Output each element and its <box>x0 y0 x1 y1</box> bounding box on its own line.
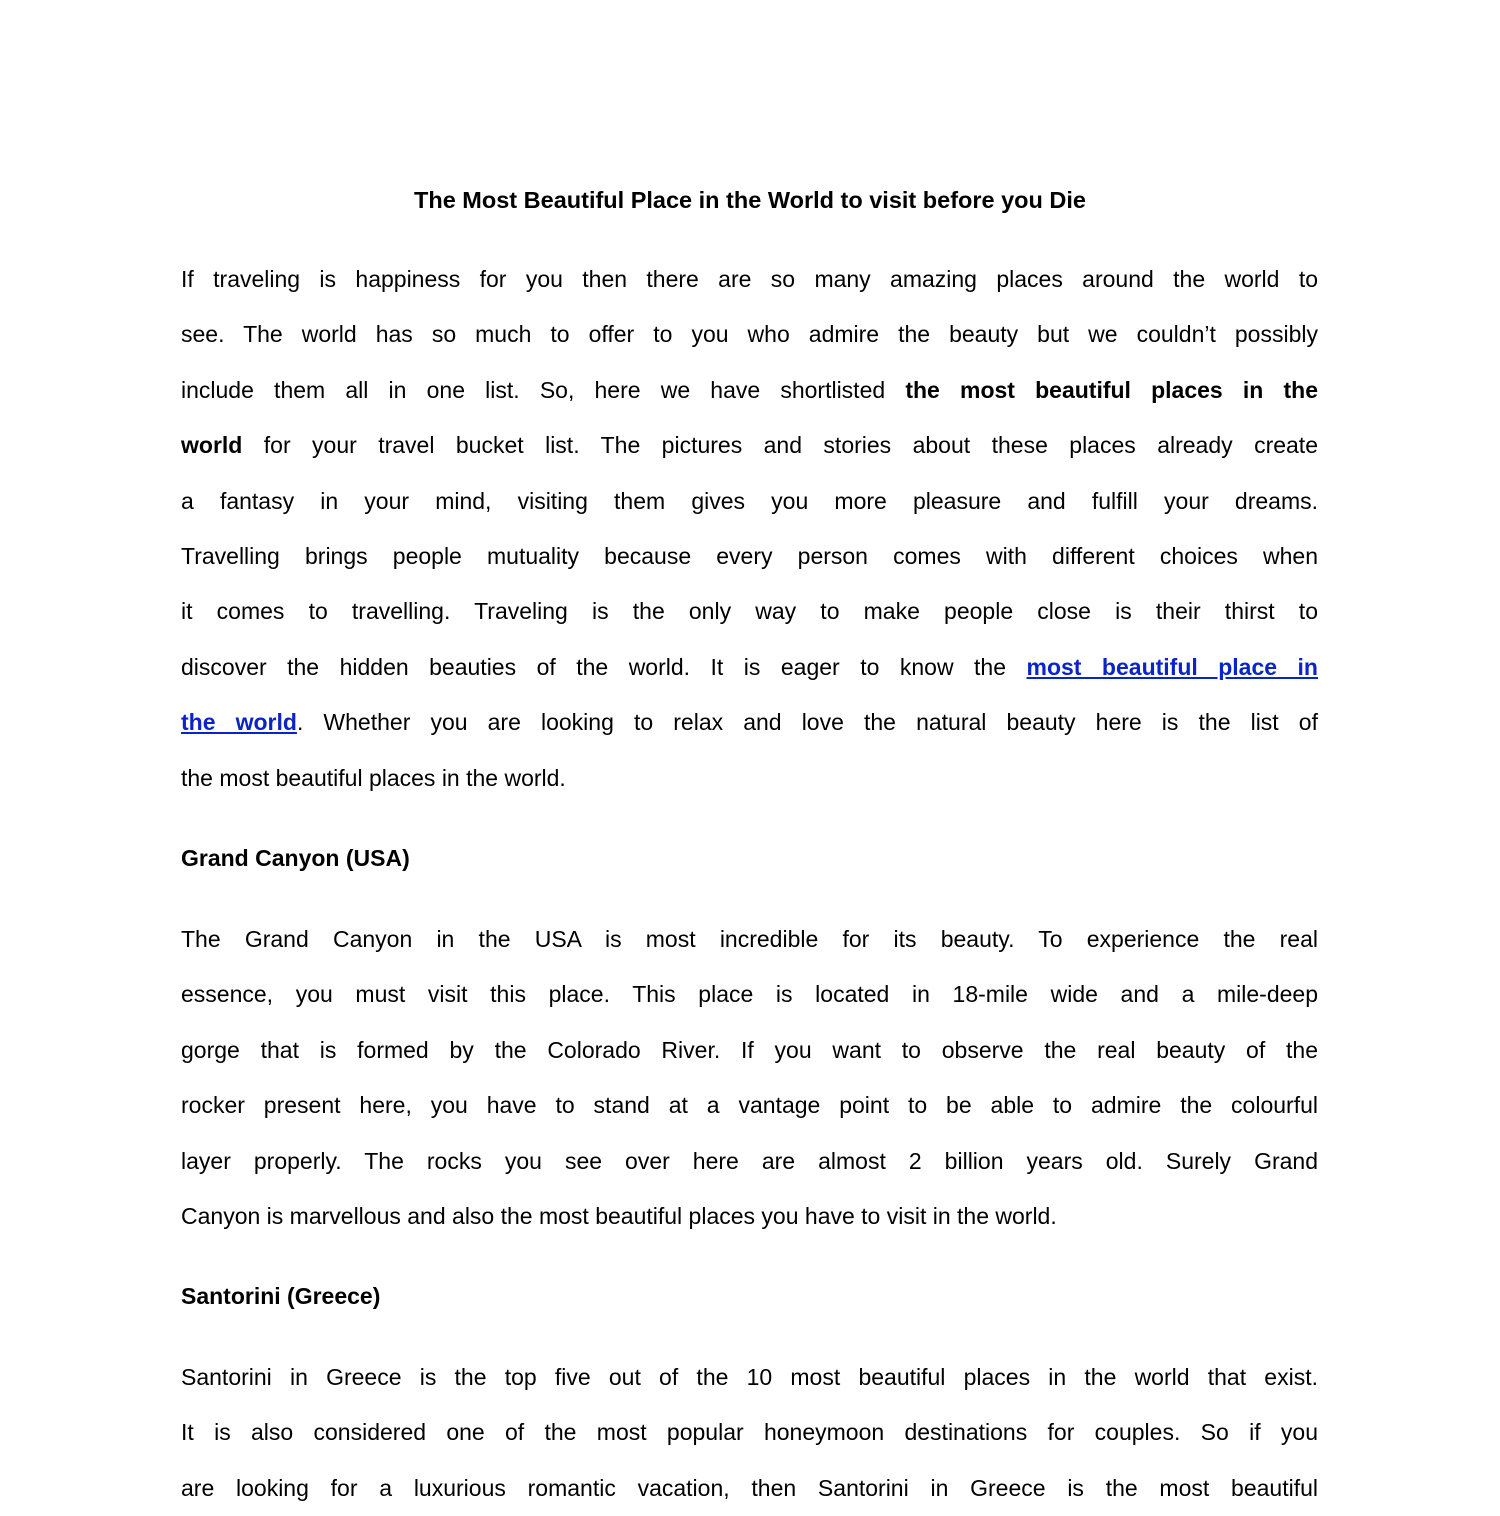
text-line <box>181 418 1318 473</box>
text-span: discover the hidden beauties of the world. It is eager to know the <box>181 653 1027 680</box>
bold-text: the most beautiful places in the <box>905 376 1318 403</box>
text-span: rocker present here, you have to stand at a vantage point to be able to admire the colourful <box>181 1092 1318 1119</box>
heading-text: Grand Canyon (USA) <box>181 845 410 871</box>
text-span: essence, you must visit this place. This place is located in 18-mile wide and a mile-deep <box>181 981 1318 1008</box>
text-line <box>181 1350 1318 1405</box>
text-line <box>181 307 1318 362</box>
text-line <box>181 1134 1318 1189</box>
text-span: . Whether you are looking to relax and love the natural beauty here is the list of <box>296 709 1318 736</box>
heading-text: Santorini (Greece) <box>181 1283 381 1309</box>
text-span: If traveling is happiness for you then there are so many amazing places around the world to <box>181 266 1318 292</box>
document-title: The Most Beautiful Place in the World to visit before you Die <box>413 187 1086 213</box>
text-line <box>181 1189 1318 1244</box>
paragraph <box>181 252 1318 806</box>
text-span: for your travel bucket list. The pictures and stories about these places already create <box>242 432 1318 459</box>
text-span: It is also considered one of the most popular honeymoon destinations for couples. So if you <box>181 1419 1318 1446</box>
text-line <box>181 1461 1318 1516</box>
text-span: Santorini in Greece is the top five out of the 10 most beautiful places in the world that exist. <box>181 1364 1318 1390</box>
text-line <box>181 912 1318 967</box>
text-span: Canyon is marvellous and also the most beautiful places you have to visit in the world. <box>181 1202 1057 1229</box>
text-line <box>181 640 1318 695</box>
section-heading <box>181 831 1318 886</box>
text-span: The Grand Canyon in the USA is most incredible for its beauty. To experience the real <box>181 926 1318 952</box>
text-span: are looking for a luxurious romantic vacation, then Santorini in Greece is the most beautiful <box>181 1474 1318 1501</box>
article-link[interactable]: most beautiful place in <box>1026 653 1318 680</box>
text-span: include them all in one list. So, here we have shortlisted <box>181 376 906 403</box>
text-line <box>181 967 1318 1022</box>
text-span: Travelling brings people mutuality because every person comes with different choices when <box>181 542 1318 569</box>
text-line <box>181 363 1318 418</box>
paragraph <box>181 912 1318 1244</box>
bold-text: world <box>181 432 243 459</box>
text-line <box>181 529 1318 584</box>
text-line <box>181 1023 1318 1078</box>
text-line <box>181 252 1318 307</box>
text-line <box>181 1405 1318 1460</box>
text-span: it comes to travelling. Traveling is the only way to make people close is their thirst to <box>181 598 1318 625</box>
text-line <box>181 695 1318 750</box>
text-line <box>181 584 1318 639</box>
text-line <box>181 751 1318 806</box>
text-span: a fantasy in your mind, visiting them gives you more pleasure and fulfill your dreams. <box>181 487 1318 514</box>
paragraph <box>181 1350 1318 1516</box>
text-span: the most beautiful places in the world. <box>181 764 566 791</box>
text-span: gorge that is formed by the Colorado River. If you want to observe the real beauty of the <box>181 1036 1318 1063</box>
article-link[interactable]: the world <box>181 709 297 736</box>
text-line <box>181 1078 1318 1133</box>
section-heading <box>181 1269 1318 1324</box>
text-span: layer properly. The rocks you see over here are almost 2 billion years old. Surely Grand <box>181 1147 1318 1174</box>
text-span: see. The world has so much to offer to you who admire the beauty but we couldn’t possibly <box>181 321 1318 348</box>
text-line <box>181 474 1318 529</box>
